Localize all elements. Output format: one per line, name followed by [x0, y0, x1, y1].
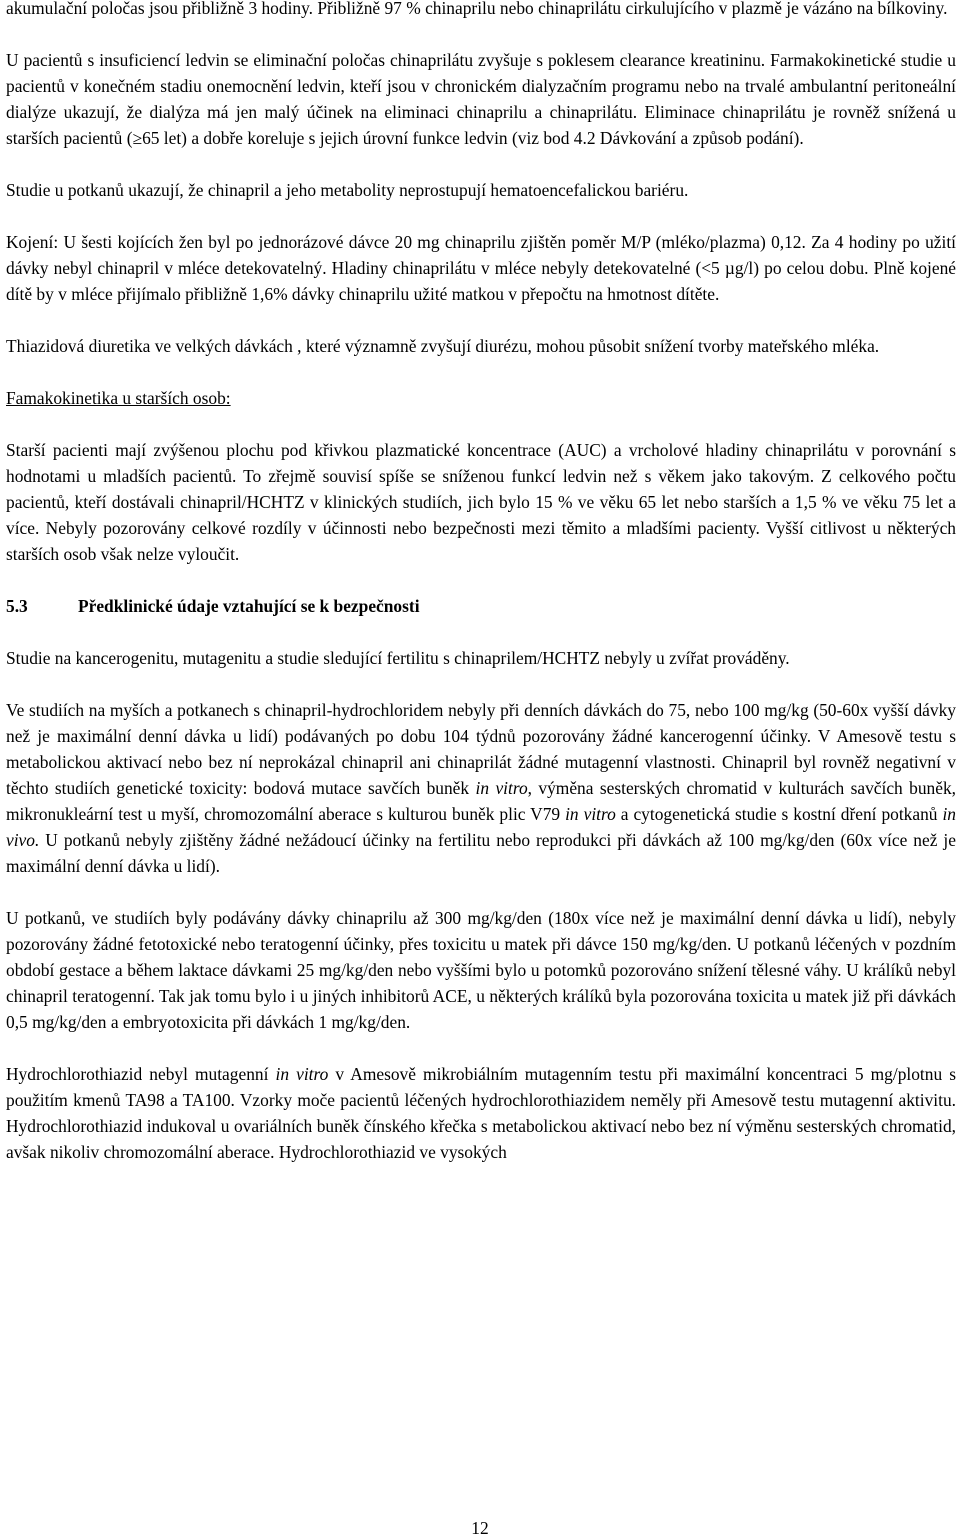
paragraph-renal-insufficiency [6, 47, 956, 151]
paragraph-hctz-text-2: v Amesově mikrobiálním mutagenním testu při maximální koncentraci 5 mg/plotnu s použitím kmenů TA98 a TA100. Vzorky moče pacientů léčených hydrochlorothiazidem neměly při Amesově testu mutagenní aktivitu. Hydrochlorothiazid indukoval u ovariálních buněk čínského křečka s metabolickou aktivací nebo bez ní výměnu sesterských chromatid, avšak nikoliv chromozomální aberace. Hydrochlorothiazid ve vysokých [6, 1064, 956, 1162]
subheading-elderly-pharmacokinetics: Famakokinetika u starších osob: [6, 388, 231, 408]
paragraph-mice-rats-text-4: U potkanů nebyly zjištěny žádné nežádoucí účinky na fertilitu nebo reprodukci při dávkách až 100 mg/kg/den (60x více než je maximální denní dávka u lidí). [6, 830, 956, 876]
paragraph-thiazide-diuretics: Thiazidová diuretika ve velkých dávkách , které významně zvyšují diurézu, mohou působit snížení tvorby mateřského mléka. [6, 336, 880, 356]
paragraph-renal-insufficiency-text-2: 65 let) a dobře koreluje s jejich úrovní funkce ledvin (viz bod 4.2 Dávkování a způsob podání). [142, 128, 804, 148]
italic-in-vitro-2: in vitro [565, 804, 616, 824]
section-title: Předklinické údaje vztahující se k bezpečnosti [78, 596, 420, 616]
italic-in-vitro-3: in vitro [275, 1064, 329, 1084]
paragraph-breastfeeding: Kojení: U šesti kojících žen byl po jednorázové dávce 20 mg chinaprilu zjištěn poměr M/P (mléko/plazma) 0,12. Za 4 hodiny po užití dávky nebyl chinapril v mléce detekovatelný. Hladiny chinaprilátu v mléce nebyly detekovatelné (<5 µg/l) po celou dobu. Plně kojené dítě by v mléce přijímalo přibližně 1,6% dávky chinaprilu užité matkou v přepočtu na hmotnost dítěte. [6, 232, 956, 304]
page-number: 12 [471, 1518, 489, 1538]
paragraph-mice-rats-text-3: a cytogenetická studie s kostní dření potkanů [615, 804, 943, 824]
paragraph-rat-studies: Studie u potkanů ukazují, že chinapril a jeho metabolity neprostupují hematoencefalickou bariéru. [6, 180, 689, 200]
italic-in-vivo: in vivo. [6, 804, 956, 850]
paragraph-hctz-text-1: Hydrochlorothiazid nebyl mutagenní [6, 1064, 276, 1084]
paragraph-elderly-patients: Starší pacienti mají zvýšenou plochu pod křivkou plazmatické koncentrace (AUC) a vrcholové hladiny chinaprilátu v porovnání s hodnotami u mladších pacientů. To zřejmě souvisí spíše se sníženou funkcí ledvin než s věkem jako takovým. Z celkového počtu pacientů, kteří dostávali chinapril/HCHTZ v klinických studiích, jich bylo 15 % ve věku 65 let nebo starších a 1,5 % ve věku 75 let a více. Nebyly pozorovány celkové rozdíly v účinnosti nebo bezpečnosti mezi těmito a mladšími pacienty. Vyšší citlivost u některých starších osob však nelze vyloučit. [6, 440, 956, 564]
paragraph-reproductive-toxicity: U potkanů, ve studiích byly podávány dávky chinaprilu až 300 mg/kg/den (180x více než je maximální denní dávka u lidí), nebyly pozorovány žádné fetotoxické nebo teratogenní účinky, přes toxicitu u matek při dávce 150 mg/kg/den. U potkanů léčených v pozdním období gestace a během laktace dávkami 25 mg/kg/den nebo vyššími bylo u potomků pozorováno snížení tělesné váhy. U králíků nebyl chinapril teratogenní. Tak jak tomu bylo i u jiných inhibitorů ACE, u některých králíků byla pozorována toxicita u matek již při dávkách 0,5 mg/kg/den a embryotoxicita při dávkách 1 mg/kg/den. [6, 908, 956, 1032]
document-page [6, 0, 956, 1191]
paragraph-hydrochlorothiazide [6, 1061, 956, 1165]
paragraph-mice-rats-text-1: Ve studiích na myších a potkanech s chinapril-hydrochloridem nebyly při denních dávkách do 75, nebo 100 mg/kg (50-60x vyšší dávky než je maximální denní dávka u lidí) podávaných po dobu 104 týdnů pozorovány žádné kancerogenní účinky. V Amesově testu s metabolickou aktivací nebo bez ní neprokázal chinapril ani chinaprilát žádné mutagenní vlastnosti. Chinapril byl rovněž negativní v těchto studiích genetické toxicity: bodová mutace savčích buněk [6, 700, 956, 798]
paragraph-mice-rats-studies [6, 697, 956, 879]
paragraph-mice-rats-text-2: , výměna sesterských chromatid v kulturách savčích buněk, mikronukleární test u myší, chromozomální aberace s kulturou buněk plic V79 [6, 778, 956, 824]
section-number: 5.3 [6, 596, 28, 616]
paragraph-renal-insufficiency-text-1: U pacientů s insuficiencí ledvin se eliminační poločas chinaprilátu zvyšuje s poklesem clearance kreatininu. Farmakokinetické studie u pacientů v konečném stadiu onemocnění ledvin, kteří jsou v chronickém dialyzačním programu nebo na trvalé ambulantní peritoneální dialýze ukazují, že dialýza má jen malý účinek na eliminaci chinaprilu a chinaprilátu. Eliminace chinaprilátu je rovněž snížená u starších pacientů ( [6, 50, 956, 148]
italic-in-vitro-1: in vitro [475, 778, 528, 798]
section-heading-5-3 [6, 593, 956, 619]
paragraph-carcinogenicity-not-done: Studie na kancerogenitu, mutagenitu a studie sledující fertilitu s chinaprilem/HCHTZ nebyly u zvířat prováděny. [6, 648, 790, 668]
greater-equal-symbol: ≥ [132, 128, 143, 148]
paragraph-chinapril-half-life: akumulační poločas jsou přibližně 3 hodiny. Přibližně 97 % chinaprilu nebo chinaprilátu cirkulujícího v plazmě je vázáno na bílkoviny. [6, 0, 948, 18]
